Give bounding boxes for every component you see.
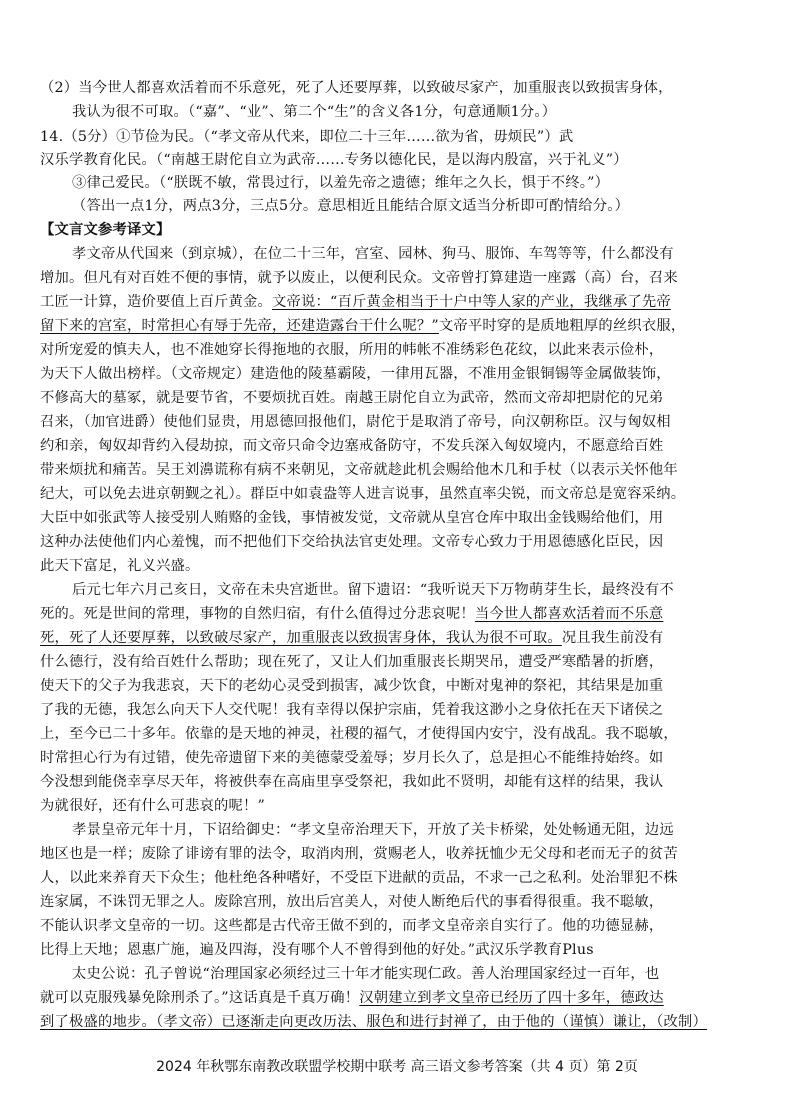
body-line: 孝景皇帝元年十月，下诏给御史：“孝文皇帝治理天下，开放了关卡桥梁，处处畅通无阻，边远 [72,822,674,838]
body-line: 这种办法使他们内心羞愧，而不把他们下交给执法官吏处理。文帝专心致力于用恩德感化臣民，因 [40,534,664,550]
body-line: 什么德行，没有给百姓什么帮助；现在死了，又让人们加重服丧长期哭吊，遭受严寒酷暑的折磨， [40,654,664,670]
body-line: 对所宠爱的慎夫人，也不准她穿长得拖地的衣服，所用的帏帐不准绣彩色花纹，以此来表示俭朴， [40,342,664,358]
underlined-text: 文帝说：“百斤黄金相当于十户中等人家的产业，我继承了先帝 [271,294,671,310]
body-line: 工匠一计算，造价要值上百斤黄金。文帝说：“百斤黄金相当于十户中等人家的产业，我继承了先帝 [40,294,671,310]
body-line: 留下来的宫室，时常担心有辱于先帝，还建造露台干什么呢？”文帝平时穿的是质地粗厚的丝织衣服， [40,318,686,334]
body-line: 增加。但凡有对百姓不便的事情，就予以废止，以便利民众。文帝曾打算建造一座露（高）台，召来 [40,270,678,286]
body-line: 地区也是一样；废除了诽谤有罪的法令，取消肉刑，赏赐老人，收养抚恤少无父母和老而无子的贫苦 [40,846,678,862]
body-line: 召来，（加官进爵）使他们显贵，用恩德回报他们，尉佗于是取消了帝号，向汉朝称臣。汉与匈奴相 [40,414,671,430]
underlined-text: 当今世人都喜欢活着而不乐意 [474,606,664,622]
answer-13-2-line-2: 我认为很不可取。（“嘉”、“业”、第二个“生”的含义各1分，句意通顺1分。） [72,104,557,120]
body-line: 比得上天地；恩惠广施，遍及四海，没有哪个人不曾得到他的好处。”武汉乐学教育Plus [40,942,594,958]
body-line: 不能认识孝文皇帝的一切。这些都是古代帝王做不到的，而孝文皇帝亲自实行了。他的功德显赫， [40,918,664,934]
body-line: 此天下富足，礼义兴盛。 [40,558,200,574]
body-line: 时常担心行为有过错，使先帝遗留下来的美德蒙受羞辱；岁月长久了，总是担心不能维持始终。如 [40,750,664,766]
body-line: 约和亲，匈奴却背约入侵劫掠，而文帝只命令边塞戒备防守，不发兵深入匈奴境内，不愿意给百姓 [40,438,664,454]
body-line: 后元七年六月己亥日，文帝在未央宫逝世。留下遗诏：“我听说天下万物萌芽生长，最终没有不 [72,582,674,598]
underlined-text: 到了极盛的地步。（孝文帝）已逐渐走向更改历法、服色和进行封禅了，由于他的（谨慎）谦让，（改制） [40,1014,708,1030]
underlined-text: 死，死了人还要厚葬，以致破尽家产，加重服丧以致损害身体，我认为很不可取。 [40,630,562,646]
page-footer: 2024 年秋鄂东南教改联盟学校期中联考 高三语文参考答案（共 4 页）第 2页 [156,1059,638,1075]
body-line: 上，至今已二十多年。依靠的是天地的神灵，社稷的福气，才使得国内安宁，没有战乱。我不聪敏， [40,726,678,742]
section-title: 【文言文参考译文】 [40,222,171,238]
body-line: 为就很好，还有什么可悲哀的呢！” [40,798,265,814]
body-line: 不修高大的墓冢，就是要节省，不要烦扰百姓。南越王尉佗自立为武帝，然而文帝却把尉佗的兄弟 [40,390,664,406]
body-line: 纪大，可以免去进京朝觐之礼）。群臣中如袁盎等人进言说事，虽然直率尖锐，而文帝总是宽容采纳。 [40,486,686,502]
underlined-text: 汉朝建立到孝文皇帝已经历了四十多年，德政达 [359,990,664,1006]
body-line: 孝文帝从代国来（到京城），在位二十三年，宫室、园林、狗马、服饰、车驾等等，什么都没有 [72,246,674,262]
body-line: 人，以此来养育天下众生；他杜绝各种嗜好，不受臣下进献的贡品，不求一己之私利。处治罪犯不株 [40,870,678,886]
body-line: 了我的无德，我怎么向天下人交代呢！我有幸得以保护宗庙，凭着我这渺小之身依托在天下诸侯之 [40,702,664,718]
body-line: 大臣中如张武等人接受别人贿赂的金钱，事情被发觉，文帝就从皇宫仓库中取出金钱赐给他们，用 [40,510,664,526]
answer-13-2-line-1: （2）当今世人都喜欢活着而不乐意死，死了人还要厚葬，以致破尽家产，加重服丧以致损害身体， [40,80,673,96]
body-line: 太史公说：孔子曾说“治理国家必须经过三十年才能实现仁政。善人治理国家经过一百年，也 [72,966,660,982]
body-line [40,1012,760,1032]
answer-14-line-4: （答出一点1分，两点3分，三点5分。意思相近且能结合原文适当分析即可酌情给分。） [72,198,630,214]
underlined-text: 留下来的宫室，时常担心有辱于先帝，还建造露台干什么呢？” [40,318,439,334]
body-line: 今没想到能侥幸享尽天年，将被供奉在高庙里享受祭祀，我如此不贤明，却能有这样的结果，我认 [40,774,664,790]
body-line: 死的。死是世间的常理，事物的自然归宿，有什么值得过分悲哀呢！当今世人都喜欢活着而不乐意 [40,606,664,622]
answer-14-line-2: 汉乐学教育化民。（“南越王尉佗自立为武帝……专务以德化民，是以海内殷富，兴于礼义”） [40,152,628,168]
body-line: 使天下的父子为我悲哀，天下的老幼心灵受到损害，减少饮食，中断对鬼神的祭祀，其结果是加重 [40,678,664,694]
body-line: 死，死了人还要厚葬，以致破尽家产，加重服丧以致损害身体，我认为很不可取。况且我生前没有 [40,630,664,646]
answer-14-line-1: 14.（5分）①节俭为民。（“孝文帝从代来，即位二十三年……欲为省，毋烦民”）武 [40,129,574,145]
body-line: 带来烦扰和痛苦。吴王刘濞谎称有病不来朝见，文帝就趁此机会赐给他木几和手杖（以表示关怀他年 [40,462,678,478]
body-line: 连家属，不诛罚无罪之人。废除宫刑，放出后宫美人，对使人断绝后代的事看得很重。我不聪敏， [40,894,664,910]
body-line: 为天下人做出榜样。（文帝规定）建造他的陵墓霸陵，一律用瓦器，不准用金银铜锡等金属做装饰， [40,366,671,382]
answer-14-line-3: ③律己爱民。（“朕既不敏，常畏过行，以羞先帝之遗德；维年之久长，惧于不终。”） [72,175,610,191]
body-line: 就可以克服残暴免除刑杀了。”这话真是千真万确！汉朝建立到孝文皇帝已经历了四十多年，德政达 [40,990,664,1006]
